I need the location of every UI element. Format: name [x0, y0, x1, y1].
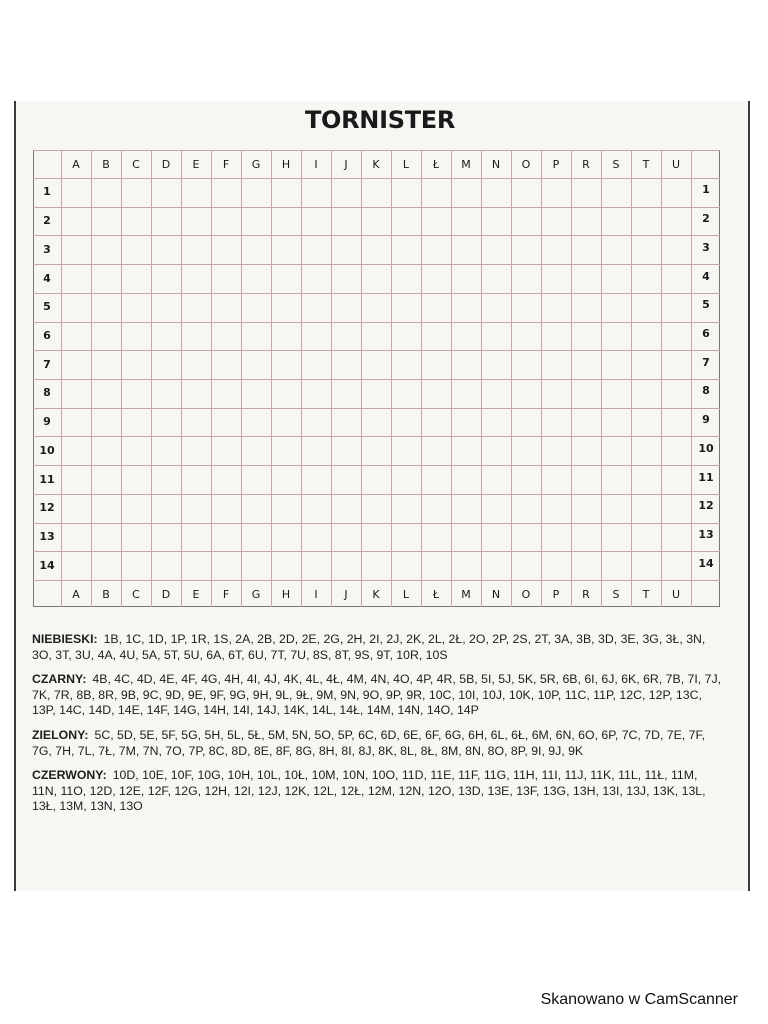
row-label-left: 14 [39, 558, 55, 572]
legend-cell-list: 10D, 10E, 10F, 10G, 10H, 10L, 10Ł, 10M, 10N, 10O, 11D, 11E, 11F, 11G, 11H, 11I, 11J, 11K, 11L, 11Ł, 11M, 11N, 11O, 12D, 12E, 12F, 12G, 12H, 12I, 12J, 12K, 12L, 12Ł, 12M, 12N, 12O, 13D, 13E, 13F, 13G, 13H, 13I, 13J, 13K, 13L, 13Ł, 13M, 13N, 13O [32, 768, 706, 814]
grid-line-h [33, 293, 720, 294]
column-label-top: F [222, 158, 230, 171]
legend-color-name: ZIELONY: [32, 727, 89, 742]
scanner-watermark: Skanowano w CamScanner [540, 991, 738, 1008]
row-label-left: 6 [43, 328, 51, 342]
grid-line-v [481, 150, 482, 607]
column-label-bottom: K [372, 588, 380, 601]
row-label-right: 13 [698, 527, 714, 541]
column-label-bottom: N [491, 588, 501, 601]
column-label-top: H [281, 158, 291, 171]
grid-line-v [511, 150, 512, 607]
legend-color-name: NIEBIESKI: [32, 632, 98, 646]
column-label-top: U [671, 158, 681, 171]
grid-line-v [301, 150, 302, 607]
row-label-left: 2 [43, 214, 51, 228]
column-label-top: B [102, 158, 110, 171]
grid-line-v [661, 150, 662, 607]
row-label-right: 9 [702, 413, 710, 427]
column-label-top: I [314, 158, 318, 171]
grid-line-v [211, 150, 212, 607]
grid-line-v [421, 150, 422, 607]
row-label-right: 14 [698, 556, 714, 570]
grid-line-v [601, 150, 602, 607]
column-label-top: T [642, 158, 650, 171]
column-label-top: A [72, 158, 80, 171]
column-label-top: P [552, 158, 560, 171]
grid-line-v [541, 150, 542, 607]
grid-line-h [33, 207, 720, 208]
legend-color-name: CZARNY: [32, 672, 87, 687]
grid-line-h [33, 150, 720, 151]
grid-line-v [691, 150, 692, 607]
row-label-right: 6 [702, 326, 710, 340]
grid-line-h [33, 436, 720, 437]
row-label-left: 13 [39, 529, 55, 543]
legend-color-name: CZERWONY: [32, 768, 107, 783]
grid-line-v [271, 150, 272, 607]
column-label-top: M [461, 158, 471, 171]
row-label-left: 4 [43, 271, 51, 285]
column-label-bottom: E [192, 588, 200, 601]
legend-cell-list: 1B, 1C, 1D, 1P, 1R, 1S, 2A, 2B, 2D, 2E, 2G, 2H, 2I, 2J, 2K, 2L, 2Ł, 2O, 2P, 2S, 2T, 3A, 3B, 3D, 3E, 3G, 3Ł, 3N, 3O, 3T, 3U, 4A, 4U, 5A, 5T, 5U, 6A, 6T, 6U, 7T, 7U, 8S, 8T, 9S, 9T, 10R, 10S [32, 632, 706, 662]
column-label-bottom: U [671, 588, 681, 601]
column-label-top: O [521, 158, 531, 171]
row-label-right: 11 [698, 470, 714, 484]
grid-line-h [33, 379, 720, 380]
grid-line-h [33, 178, 720, 179]
column-label-top: N [491, 158, 501, 171]
row-label-right: 7 [702, 355, 710, 369]
grid-line-h [33, 322, 720, 323]
row-label-left: 12 [39, 501, 55, 515]
row-label-right: 2 [702, 212, 710, 226]
legend-entry [32, 632, 722, 663]
grid-line-h [33, 465, 720, 466]
row-label-left: 11 [39, 472, 55, 486]
grid-line-h [33, 494, 720, 495]
row-label-left: 10 [39, 443, 55, 457]
column-label-bottom: A [72, 588, 80, 601]
column-label-bottom: C [132, 588, 140, 601]
column-label-top: Ł [432, 158, 440, 171]
grid-line-v [121, 150, 122, 607]
row-label-right: 3 [702, 240, 710, 254]
legend-cell-list: 4B, 4C, 4D, 4E, 4F, 4G, 4H, 4I, 4J, 4K, 4L, 4Ł, 4M, 4N, 4O, 4P, 4R, 5B, 5I, 5J, 5K, 5R, 6B, 6I, 6J, 6K, 6R, 7B, 7I, 7J, 7K, 7R, 8B, 8R, 9B, 9C, 9D, 9E, 9F, 9G, 9H, 9L, 9Ł, 9M, 9N, 9O, 9P, 9R, 10C, 10I, 10J, 10K, 10P, 11C, 11P, 12C, 12P, 13C, 13P, 14C, 14D, 14E, 14F, 14G, 14H, 14I, 14J, 14K, 14L, 14Ł, 14M, 14N, 14O, 14P [32, 672, 722, 718]
column-label-top: E [192, 158, 200, 171]
grid-line-v [331, 150, 332, 607]
row-label-right: 1 [702, 183, 710, 197]
column-label-bottom: O [521, 588, 531, 601]
column-label-top: C [132, 158, 140, 171]
row-label-right: 5 [702, 298, 710, 312]
row-label-left: 1 [43, 185, 51, 199]
row-label-left: 8 [43, 386, 51, 400]
column-label-top: L [402, 158, 410, 171]
column-label-bottom: B [102, 588, 110, 601]
row-label-right: 12 [698, 499, 714, 513]
grid-line-v [91, 150, 92, 607]
column-label-top: R [582, 158, 590, 171]
grid-line-v [151, 150, 152, 607]
legend-cell-list: 5C, 5D, 5E, 5F, 5G, 5H, 5L, 5Ł, 5M, 5N, 5O, 5P, 6C, 6D, 6E, 6F, 6G, 6H, 6L, 6Ł, 6M, 6N, 6O, 6P, 7C, 7D, 7E, 7F, 7G, 7H, 7L, 7Ł, 7M, 7N, 7O, 7P, 8C, 8D, 8E, 8F, 8G, 8H, 8I, 8J, 8K, 8L, 8Ł, 8M, 8N, 8O, 8P, 9I, 9J, 9K [32, 727, 706, 758]
row-label-right: 8 [702, 384, 710, 398]
grid-line-v [181, 150, 182, 607]
legend-entry [32, 728, 722, 759]
grid-line-v [391, 150, 392, 607]
column-label-bottom: P [552, 588, 560, 601]
column-label-bottom: M [461, 588, 471, 601]
legend-entry [32, 672, 722, 719]
grid-line-v [451, 150, 452, 607]
row-label-left: 7 [43, 357, 51, 371]
row-label-right: 10 [698, 441, 714, 455]
color-legend [32, 632, 722, 824]
column-label-top: K [372, 158, 380, 171]
column-label-bottom: J [344, 588, 348, 601]
grid-line-v [361, 150, 362, 607]
row-label-left: 3 [43, 242, 51, 256]
grid-line-v [571, 150, 572, 607]
grid-line-h [33, 350, 720, 351]
row-label-left: 9 [43, 415, 51, 429]
row-label-right: 4 [702, 269, 710, 283]
row-label-left: 5 [43, 300, 51, 314]
grid-line-h [33, 580, 720, 581]
column-label-bottom: G [251, 588, 261, 601]
grid-line-h [33, 264, 720, 265]
column-label-top: D [161, 158, 171, 171]
column-label-bottom: H [281, 588, 291, 601]
column-label-bottom: D [161, 588, 171, 601]
column-label-top: J [344, 158, 348, 171]
column-label-bottom: L [402, 588, 410, 601]
grid-line-v [61, 150, 62, 607]
column-label-bottom: F [222, 588, 230, 601]
column-label-bottom: Ł [432, 588, 440, 601]
grid-line-h [33, 523, 720, 524]
grid-line-h [33, 551, 720, 552]
legend-entry [32, 768, 722, 815]
column-label-bottom: S [612, 588, 620, 601]
grid-line-h [33, 408, 720, 409]
column-label-bottom: I [314, 588, 318, 601]
column-label-bottom: R [582, 588, 590, 601]
column-label-top: G [251, 158, 261, 171]
column-label-bottom: T [642, 588, 650, 601]
grid-line-h [33, 235, 720, 236]
grid-line-v [631, 150, 632, 607]
grid-line-v [241, 150, 242, 607]
column-label-top: S [612, 158, 620, 171]
page-title: TORNISTER [304, 106, 456, 134]
